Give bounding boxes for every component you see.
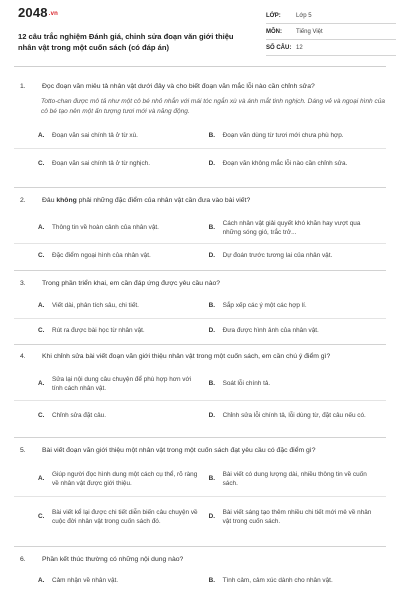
option-2b[interactable]: B. Cách nhân vật giải quyết khó khăn hay vượt qua những sóng gió, trắc trở... — [208, 219, 361, 236]
option-1b[interactable]: B. Đoạn văn dùng từ tươi mới chưa phù hợp. — [208, 131, 344, 139]
worksheet-title: 12 câu trắc nghiệm Đánh giá, chỉnh sửa đoạn văn giới thiệu nhân vật trong một cuốn sách (có đáp án) — [18, 32, 234, 52]
option-4b[interactable]: B. Soát lỗi chính tả. — [208, 380, 271, 388]
worksheet-meta — [266, 8, 396, 56]
question-text: Đâu không phải những đặc điểm của nhân vật cần đưa vào bài viết? — [42, 197, 251, 204]
option-1a[interactable]: A. Đoạn văn sai chính tả ở từ xù. — [38, 131, 138, 139]
worksheet-header — [14, 0, 386, 67]
question-text: Trong phần triển khai, em cần đáp ứng được yêu cầu nào? — [42, 280, 221, 287]
question-5: 5. Bài viết đoạn văn giới thiệu một nhân vật trong một cuốn sách đạt yêu cầu có đặc điểm gì? A. Giúp người đọc hình dung một cách cụ thể, rõ ràng về nhân vật được giới thiệu. B. Bài viết có dung lượng dài, nhiều thông tin về cuốn sách. C. Bài viết kể lại được chi tiết diễn biến câu chuyện về cuộc đời nhân vật trong cuốn sách đó. D. Bài viết sáng tạo thêm nhiều chi tiết mới mẻ về nhân vật trong cuốn sách. — [14, 446, 386, 537]
meta-subject: MÔN: Tiếng Việt — [266, 24, 396, 40]
question-2: 2. Đâu không phải những đặc điểm của nhân vật cần đưa vào bài viết? A. Thông tin về hoàn cảnh của nhân vật. B. Cách nhân vật giải quyết khó khăn hay vượt qua những sóng gió, trắc trở... C. Đặc điểm ngoại hình của nhân vật. D. Dự đoán trước tương lai của nhân vật. — [14, 196, 386, 268]
option-5b[interactable]: B. Bài viết có dung lượng dài, nhiều thông tin về cuốn sách. — [208, 470, 367, 487]
question-1: 1. Đọc đoạn văn miêu tả nhân vật dưới đây và cho biết đoạn văn mắc lỗi nào cần chỉnh sửa? Totto-chan được mô tả như một cô bé nhỏ nhắn với mái tóc ngắn xù và ánh mắt tinh nghịch. Dáng vẻ và ngoại hình của cô bé tạo nên một ấn tượng tươi mới và năng động. A. Đoạn văn sai chính tả ở từ xù. B. Đoạn văn dùng từ tươi mới chưa phù hợp. C. Đoạn văn sai chính tả ở từ nghịch. D. Đoạn văn không mắc lỗi nào cần chỉnh sửa. — [14, 82, 386, 179]
question-text: Đọc đoạn văn miêu tả nhân vật dưới đây và cho biết đoạn văn mắc lỗi nào cần chỉnh sửa? — [42, 83, 315, 90]
question-text: Bài viết đoạn văn giới thiệu một nhân vật trong một cuốn sách đạt yêu cầu có đặc điểm gì? — [42, 447, 316, 454]
option-2d[interactable]: D. Dự đoán trước tương lai của nhân vật. — [208, 252, 333, 260]
option-4d[interactable]: D. Chỉnh sửa lỗi chính tả, lỗi dùng từ, đặt câu nếu có. — [208, 412, 366, 420]
question-text: Khi chỉnh sửa bài viết đoạn văn giới thiệu nhân vật trong một cuốn sách, em cần chú ý điểm gì? — [42, 353, 331, 360]
option-4c[interactable]: C. Chỉnh sửa đặt câu. — [38, 412, 107, 420]
meta-grade: LỚP: Lớp 5 — [266, 8, 396, 24]
option-1d[interactable]: D. Đoạn văn không mắc lỗi nào cần chỉnh sửa. — [208, 160, 348, 168]
option-3b[interactable]: B. Sắp xếp các ý một các hợp lí. — [208, 302, 307, 310]
option-6b[interactable]: B. Tình cảm, cảm xúc dành cho nhân vật. — [208, 577, 333, 585]
option-2c[interactable]: C. Đặc điểm ngoại hình của nhân vật. — [38, 252, 151, 260]
question-4: 4. Khi chỉnh sửa bài viết đoạn văn giới thiệu nhân vật trong một cuốn sách, em cần chú ý điểm gì? A. Sửa lại nội dung câu chuyện để phù hợp hơn với tính cách nhân vật. B. Soát lỗi chính tả. C. Chỉnh sửa đặt câu. D. Chỉnh sửa lỗi chính tả, lỗi dùng từ, đặt câu nếu có. — [14, 352, 386, 431]
question-text: Phần kết thúc thường có những nội dung nào? — [42, 556, 184, 563]
site-logo[interactable]: 2048.vn — [18, 5, 59, 20]
question-divider — [14, 270, 386, 271]
option-1c[interactable]: C. Đoạn văn sai chính tả ở từ nghịch. — [38, 160, 150, 168]
question-divider — [14, 437, 386, 438]
option-3a[interactable]: A. Viết dài, phân tích sâu, chi tiết. — [38, 302, 139, 310]
option-3c[interactable]: C. Rút ra được bài học từ nhân vật. — [38, 327, 145, 335]
option-5a[interactable]: A. Giúp người đọc hình dung một cách cụ thể, rõ ràng về nhân vật được giới thiệu. — [38, 470, 198, 487]
question-passage: Totto-chan được mô tả như một cô bé nhỏ nhắn với mái tóc ngắn xù và ánh mắt tinh nghịch. Dáng vẻ và ngoại hình của cô bé tạo nên một ấn tượng tươi mới và năng động. — [41, 98, 385, 115]
option-5d[interactable]: D. Bài viết sáng tạo thêm nhiều chi tiết mới mẻ về nhân vật trong cuốn sách. — [208, 508, 372, 525]
question-3: 3. Trong phần triển khai, em cần đáp ứng được yêu cầu nào? A. Viết dài, phân tích sâu, chi tiết. B. Sắp xếp các ý một các hợp lí. C. Rút ra được bài học từ nhân vật. D. Đưa được hình ảnh của nhân vật. — [14, 279, 386, 343]
option-4a[interactable]: A. Sửa lại nội dung câu chuyện để phù hợp hơn với tính cách nhân vật. — [38, 375, 192, 392]
meta-question-count: SỐ CÂU: 12 — [266, 40, 396, 56]
question-divider — [14, 344, 386, 345]
question-6: 6. Phần kết thúc thường có những nội dung nào? A. Cảm nhận về nhân vật. B. Tình cảm, cảm xúc dành cho nhân vật. — [14, 555, 386, 592]
option-2a[interactable]: A. Thông tin về hoàn cảnh của nhân vật. — [38, 224, 159, 232]
question-divider — [14, 187, 386, 188]
option-5c[interactable]: C. Bài viết kể lại được chi tiết diễn biến câu chuyện về cuộc đời nhân vật trong cuốn sách đó. — [38, 508, 198, 525]
option-3d[interactable]: D. Đưa được hình ảnh của nhân vật. — [208, 327, 319, 335]
option-6a[interactable]: A. Cảm nhận về nhân vật. — [38, 577, 119, 585]
question-divider — [14, 546, 386, 547]
